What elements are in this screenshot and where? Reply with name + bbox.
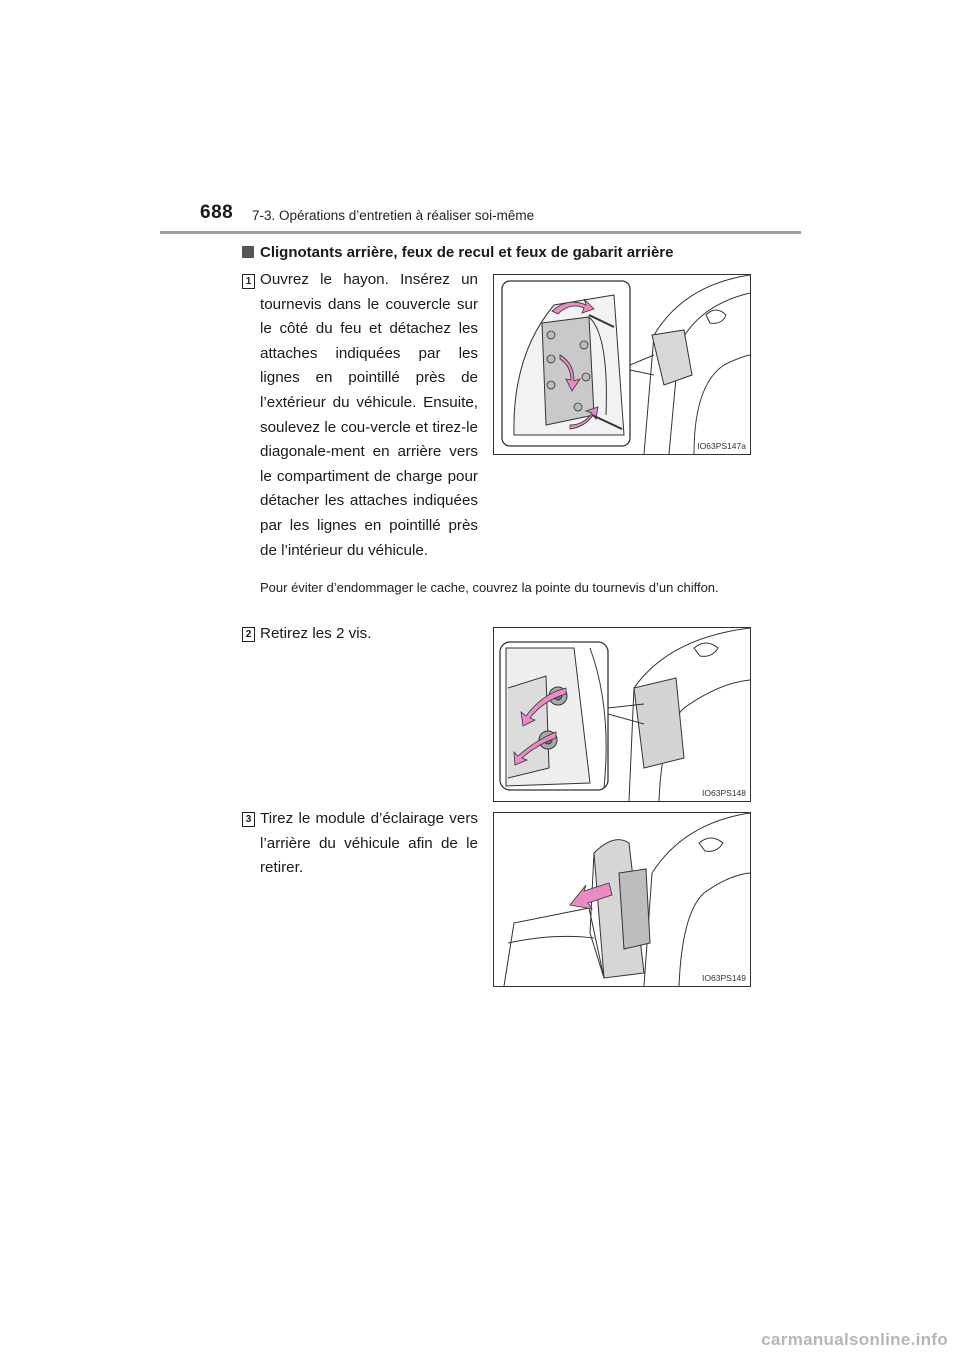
step-number-3: 3 bbox=[242, 812, 255, 827]
step-number-2: 2 bbox=[242, 627, 255, 642]
watermark: carmanualsonline.info bbox=[761, 1330, 948, 1349]
figure-3-code: IO63PS149 bbox=[702, 973, 746, 983]
tail-lamp-cover-illustration bbox=[494, 275, 750, 454]
step-1-note: Pour éviter d’endommager le cache, couvrez la pointe du tournevis d’un chiffon. bbox=[260, 580, 719, 595]
figure-1 bbox=[493, 274, 751, 455]
figure-3 bbox=[493, 812, 751, 987]
figure-2 bbox=[493, 627, 751, 802]
step-1-text: Ouvrez le hayon. Insérez un tournevis dans le couvercle sur le côté du feu et détachez les attaches indiquées par les lignes en pointillé près de l’extérieur du véhicule. Ensuite, soulevez le cou-vercle et tirez-le diagonale-ment en arrière vers le compartiment de charge pour détacher les attaches indiquées par les lignes en pointillé près de l’intérieur du véhicule. bbox=[260, 271, 478, 559]
figure-2-code: IO63PS148 bbox=[702, 788, 746, 798]
section-heading bbox=[242, 244, 673, 261]
chapter-title: 7-3. Opérations d’entretien à réaliser soi-même bbox=[252, 208, 535, 223]
square-bullet-icon bbox=[242, 246, 254, 258]
section-title: Clignotants arrière, feux de recul et feux de gabarit arrière bbox=[260, 244, 674, 261]
step-number-1: 1 bbox=[242, 274, 255, 289]
header-rule bbox=[160, 231, 801, 234]
lamp-module-removal-illustration bbox=[494, 813, 750, 986]
screw-removal-illustration bbox=[494, 628, 750, 801]
figure-1-code: IO63PS147a bbox=[697, 441, 746, 451]
page-number: 688 bbox=[200, 202, 234, 223]
step-3-text: Tirez le module d’éclairage vers l’arrière du véhicule afin de le retirer. bbox=[260, 810, 478, 877]
step-2-text: Retirez les 2 vis. bbox=[260, 625, 372, 642]
